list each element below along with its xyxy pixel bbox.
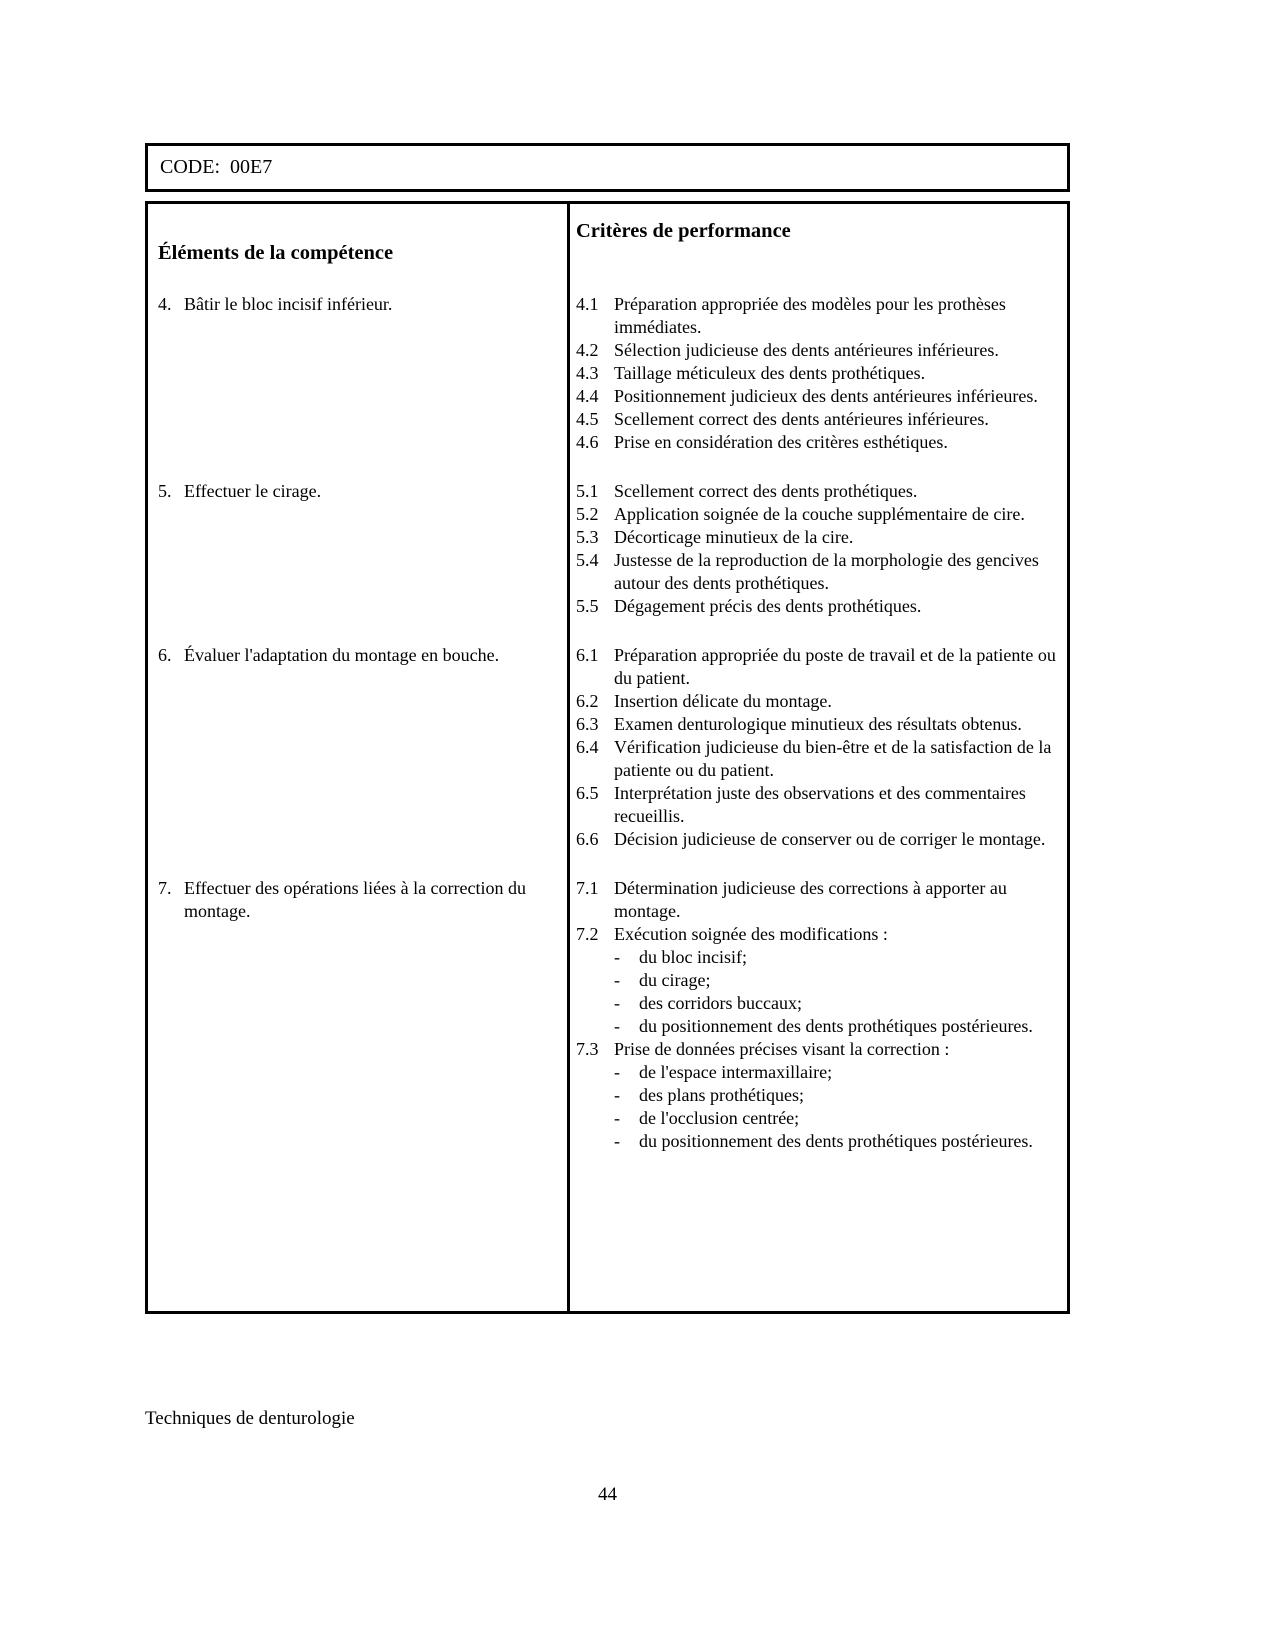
criterion-item xyxy=(576,644,1063,690)
criterion-item xyxy=(576,713,1063,736)
competence-table xyxy=(145,201,1070,1314)
criterion-item xyxy=(576,736,1063,782)
sub-item xyxy=(614,1061,1063,1084)
criteria-cell-5 xyxy=(570,480,1067,644)
criterion-number: 7.3 xyxy=(576,1039,599,1059)
sub-item-text: du positionnement des dents prothétiques postérieures. xyxy=(639,1016,1033,1036)
dash-marker: - xyxy=(614,1062,620,1082)
criterion-number: 6.3 xyxy=(576,714,599,734)
criterion-item xyxy=(576,923,1063,946)
criterion-number: 6.1 xyxy=(576,645,599,665)
sub-item-text: du cirage; xyxy=(639,970,711,990)
page-number: 44 xyxy=(598,1484,617,1505)
element-item xyxy=(158,877,559,923)
criterion-text: Taillage méticuleux des dents prothétiques. xyxy=(614,363,926,383)
criterion-text: Prise en considération des critères esthétiques. xyxy=(614,432,948,452)
sub-item xyxy=(614,1084,1063,1107)
criterion-number: 5.2 xyxy=(576,504,599,524)
dash-marker: - xyxy=(614,1108,620,1128)
criterion-item xyxy=(576,503,1063,526)
criterion-number: 4.1 xyxy=(576,294,599,314)
criterion-number: 6.4 xyxy=(576,737,599,757)
sub-item xyxy=(614,946,1063,969)
sub-item-text: de l'espace intermaxillaire; xyxy=(639,1062,833,1082)
sub-item-text: du positionnement des dents prothétiques postérieures. xyxy=(639,1131,1033,1151)
criterion-item xyxy=(576,293,1063,339)
element-number: 5. xyxy=(158,481,172,501)
criterion-text: Préparation appropriée du poste de travail et de la patiente ou du patient. xyxy=(614,645,1056,688)
criterion-text: Détermination judicieuse des corrections à apporter au montage. xyxy=(614,878,1007,921)
criterion-number: 4.6 xyxy=(576,432,599,452)
elements-column-header: Éléments de la compétence xyxy=(158,242,394,264)
element-cell-7 xyxy=(148,877,570,1311)
code-label: CODE: 00E7 xyxy=(160,156,273,178)
criterion-number: 6.2 xyxy=(576,691,599,711)
sub-item-text: de l'occlusion centrée; xyxy=(639,1108,800,1128)
criterion-text: Préparation appropriée des modèles pour les prothèses immédiates. xyxy=(614,294,1006,337)
element-item xyxy=(158,644,559,667)
sub-item-text: du bloc incisif; xyxy=(639,947,747,967)
element-number: 6. xyxy=(158,645,172,665)
criteria-column-header: Critères de performance xyxy=(576,220,791,242)
criterion-number: 5.3 xyxy=(576,527,599,547)
criterion-item xyxy=(576,1038,1063,1061)
criterion-item xyxy=(576,480,1063,503)
criterion-item xyxy=(576,690,1063,713)
sub-item xyxy=(614,1015,1063,1038)
criteria-cell-7 xyxy=(570,877,1067,1311)
sub-item xyxy=(614,992,1063,1015)
sub-item xyxy=(614,969,1063,992)
criterion-text: Application soignée de la couche supplémentaire de cire. xyxy=(614,504,1025,524)
criterion-item xyxy=(576,828,1063,851)
criterion-text: Prise de données précises visant la correction : xyxy=(614,1039,950,1059)
criterion-item xyxy=(576,526,1063,549)
element-number: 4. xyxy=(158,294,172,314)
element-cell-4 xyxy=(148,293,570,480)
criterion-number: 7.1 xyxy=(576,878,599,898)
criterion-text: Examen denturologique minutieux des résultats obtenus. xyxy=(614,714,1022,734)
dash-marker: - xyxy=(614,1016,620,1036)
criterion-item xyxy=(576,339,1063,362)
criteria-cell-4 xyxy=(570,293,1067,480)
criterion-text: Dégagement précis des dents prothétiques. xyxy=(614,596,922,616)
left-header-cell xyxy=(148,204,570,293)
criterion-item xyxy=(576,595,1063,618)
criterion-item xyxy=(576,431,1063,454)
criterion-number: 4.3 xyxy=(576,363,599,383)
element-item xyxy=(158,480,559,503)
criterion-text: Positionnement judicieux des dents antérieures inférieures. xyxy=(614,386,1038,406)
page-content xyxy=(145,143,1070,1314)
criterion-number: 5.5 xyxy=(576,596,599,616)
criterion-text: Vérification judicieuse du bien-être et de la satisfaction de la patiente ou du patient. xyxy=(614,737,1052,780)
criterion-item xyxy=(576,362,1063,385)
criteria-cell-6 xyxy=(570,644,1067,877)
element-cell-6 xyxy=(148,644,570,877)
element-item xyxy=(158,293,559,316)
right-header-cell xyxy=(570,204,1067,293)
criterion-number: 7.2 xyxy=(576,924,599,944)
criterion-number: 5.1 xyxy=(576,481,599,501)
criterion-number: 6.5 xyxy=(576,783,599,803)
code-header-box xyxy=(145,143,1070,192)
sub-item-text: des corridors buccaux; xyxy=(639,993,802,1013)
criterion-text: Scellement correct des dents antérieures inférieures. xyxy=(614,409,989,429)
criterion-number: 6.6 xyxy=(576,829,599,849)
criterion-number: 5.4 xyxy=(576,550,599,570)
criterion-item xyxy=(576,549,1063,595)
sub-item-text: des plans prothétiques; xyxy=(639,1085,804,1105)
sub-item xyxy=(614,1130,1063,1153)
dash-marker: - xyxy=(614,1131,620,1151)
criterion-number: 4.2 xyxy=(576,340,599,360)
criterion-number: 4.4 xyxy=(576,386,599,406)
dash-marker: - xyxy=(614,970,620,990)
element-number: 7. xyxy=(158,878,172,898)
sub-item xyxy=(614,1107,1063,1130)
criterion-text: Scellement correct des dents prothétiques. xyxy=(614,481,918,501)
element-text: Bâtir le bloc incisif inférieur. xyxy=(184,294,393,314)
criterion-item xyxy=(576,385,1063,408)
criterion-text: Exécution soignée des modifications : xyxy=(614,924,888,944)
criterion-text: Sélection judicieuse des dents antérieures inférieures. xyxy=(614,340,999,360)
dash-marker: - xyxy=(614,993,620,1013)
criterion-item xyxy=(576,408,1063,431)
criterion-text: Décorticage minutieux de la cire. xyxy=(614,527,854,547)
criterion-item xyxy=(576,782,1063,828)
element-text: Effectuer des opérations liées à la correction du montage. xyxy=(184,878,527,921)
footer-text: Techniques de denturologie xyxy=(145,1408,355,1429)
criterion-text: Justesse de la reproduction de la morphologie des gencives autour des dents prothétiques. xyxy=(614,550,1039,593)
dash-marker: - xyxy=(614,1085,620,1105)
dash-marker: - xyxy=(614,947,620,967)
element-cell-5 xyxy=(148,480,570,644)
criterion-number: 4.5 xyxy=(576,409,599,429)
element-text: Évaluer l'adaptation du montage en bouche. xyxy=(184,645,500,665)
element-text: Effectuer le cirage. xyxy=(184,481,322,501)
criterion-item xyxy=(576,877,1063,923)
criterion-text: Décision judicieuse de conserver ou de corriger le montage. xyxy=(614,829,1046,849)
criterion-text: Insertion délicate du montage. xyxy=(614,691,832,711)
criterion-text: Interprétation juste des observations et des commentaires recueillis. xyxy=(614,783,1026,826)
